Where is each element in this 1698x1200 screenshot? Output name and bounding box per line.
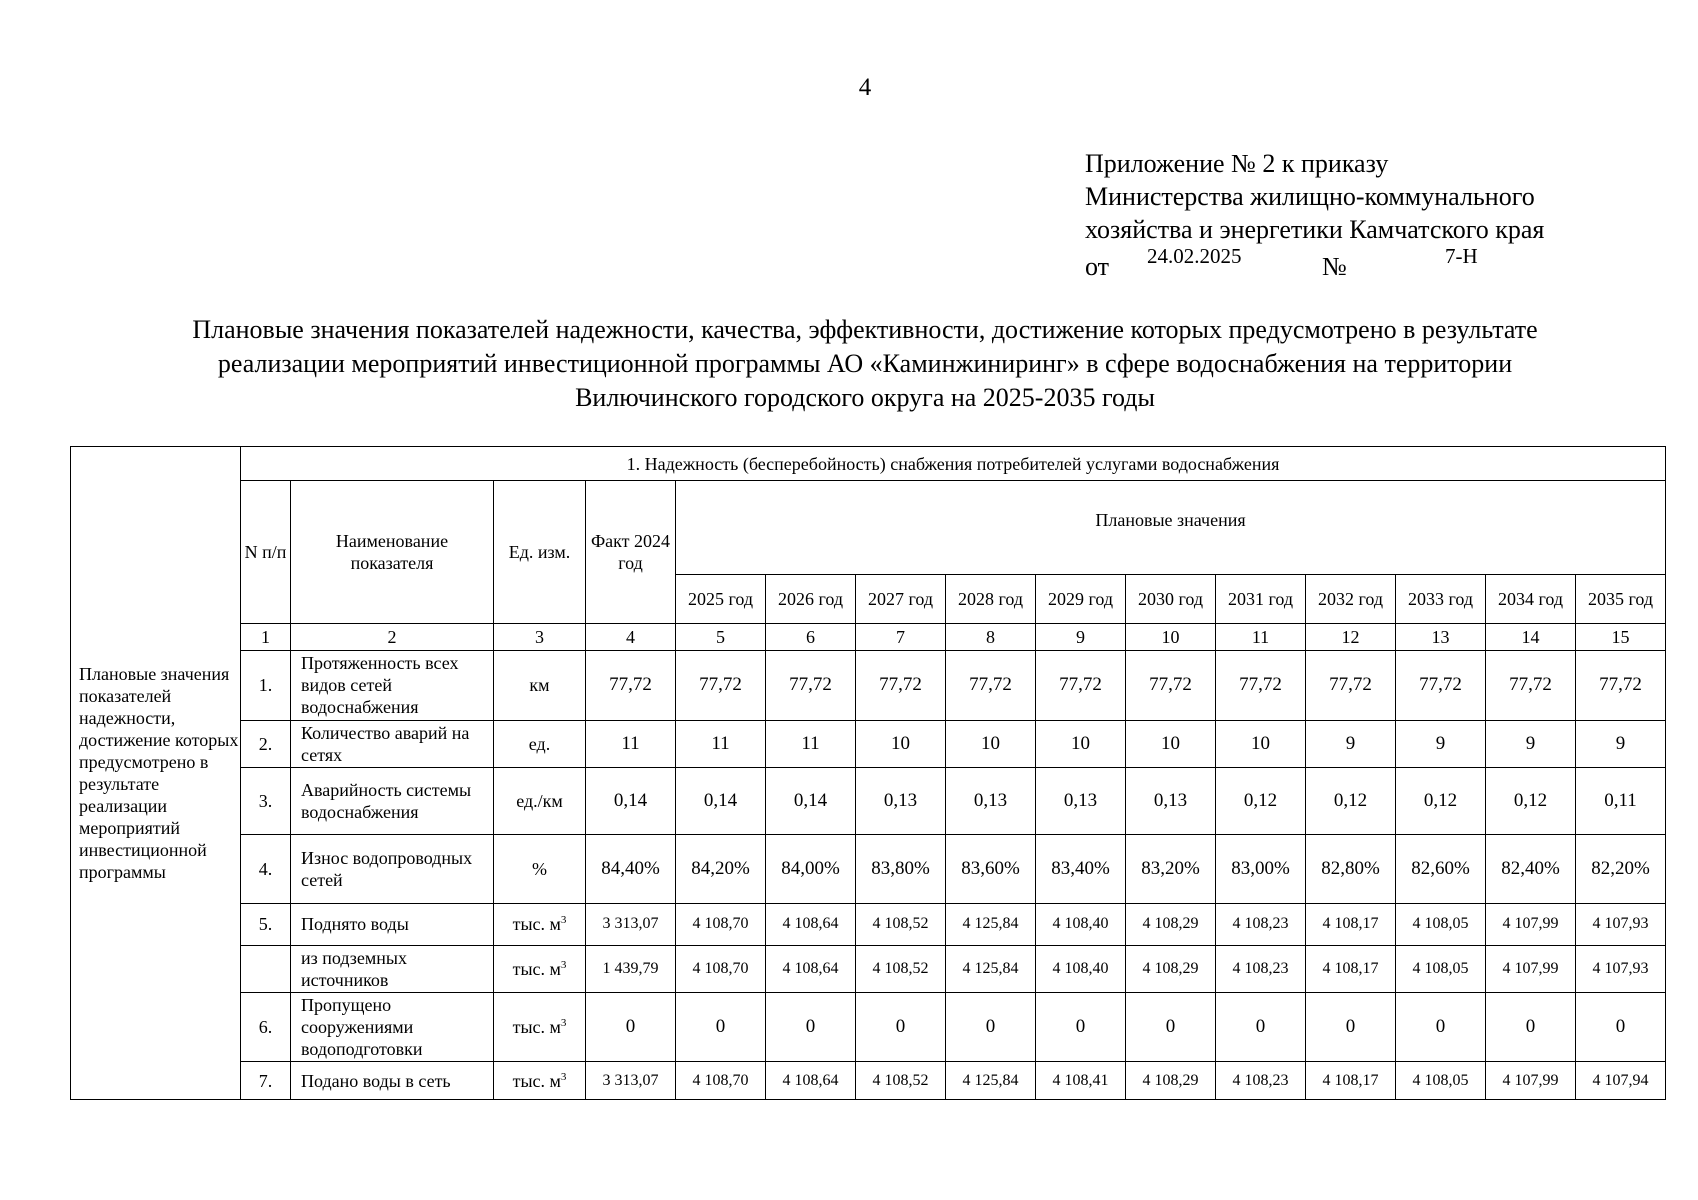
unit-text: тыс. м: [512, 1017, 561, 1038]
planned-value: 83,00%: [1216, 835, 1306, 904]
year-header: 2032 год: [1306, 575, 1396, 624]
fact-value: 3 313,07: [586, 904, 676, 946]
table-row: [71, 904, 1666, 946]
unit-text: тыс. м: [512, 914, 561, 935]
title-line-2: реализации мероприятий инвестиционной программы АО «Каминжиниринг» в сфере водоснабжения на территории: [217, 349, 1513, 378]
planned-value: 4 108,41: [1036, 1062, 1126, 1100]
planned-value: 4 108,29: [1126, 945, 1216, 992]
planned-value: 77,72: [1126, 651, 1216, 721]
unit-cell: [494, 992, 586, 1062]
planned-value: 4 107,99: [1486, 1062, 1576, 1100]
planned-value: 4 108,70: [676, 1062, 766, 1100]
planned-value: 4 108,64: [766, 945, 856, 992]
column-number: 14: [1486, 624, 1576, 651]
planned-value: 4 108,40: [1036, 945, 1126, 992]
planned-value: 0,13: [1126, 767, 1216, 835]
side-label: Плановые значения показателей надежности, достижение которых предусмотрено в результате реализации мероприятий инвестиционной программы: [71, 447, 241, 1100]
planned-value: 4 107,93: [1576, 945, 1666, 992]
planned-value: 0,14: [676, 767, 766, 835]
table-row: [71, 945, 1666, 992]
unit-text: ед.: [528, 733, 551, 754]
header-fact: Факт 2024 год: [586, 481, 676, 624]
row-number: 7.: [241, 1062, 291, 1100]
planned-value: 0,11: [1576, 767, 1666, 835]
order-number: 7-Н: [1445, 244, 1478, 268]
planned-value: 77,72: [766, 651, 856, 721]
row-number: 4.: [241, 835, 291, 904]
planned-value: 4 108,23: [1216, 1062, 1306, 1100]
unit-superscript: 3: [560, 958, 567, 971]
unit-cell: [494, 835, 586, 904]
planned-value: 4 108,52: [856, 904, 946, 946]
planned-value: 4 108,52: [856, 1062, 946, 1100]
column-number: 2: [291, 624, 494, 651]
column-number: 5: [676, 624, 766, 651]
fact-value: 77,72: [586, 651, 676, 721]
planned-value: 77,72: [1306, 651, 1396, 721]
planned-value: 0,12: [1306, 767, 1396, 835]
planned-value: 4 107,94: [1576, 1062, 1666, 1100]
planned-value: 10: [946, 720, 1036, 767]
unit-text: %: [532, 859, 547, 880]
planned-value: 4 108,05: [1396, 945, 1486, 992]
column-number: 13: [1396, 624, 1486, 651]
header-planned: Плановые значения: [676, 481, 1666, 575]
indicator-name: Подано воды в сеть: [291, 1062, 494, 1100]
year-header: 2025 год: [676, 575, 766, 624]
number-label: №: [1322, 252, 1347, 281]
planned-value: 0: [1486, 992, 1576, 1062]
column-number: 6: [766, 624, 856, 651]
order-date: 24.02.2025: [1147, 244, 1242, 268]
column-number: 8: [946, 624, 1036, 651]
planned-value: 10: [856, 720, 946, 767]
indicator-name: Пропущено сооружениями водоподготовки: [291, 992, 494, 1062]
planned-value: 4 108,64: [766, 904, 856, 946]
appendix-line-1: Приложение № 2 к приказу: [1085, 149, 1389, 178]
year-header: 2030 год: [1126, 575, 1216, 624]
title-line-3: Вилючинского городского округа на 2025-2035 годы: [575, 383, 1155, 412]
planned-value: 77,72: [856, 651, 946, 721]
planned-value: 4 108,70: [676, 945, 766, 992]
row-number: 2.: [241, 720, 291, 767]
planned-value: 4 107,99: [1486, 904, 1576, 946]
unit-cell: [494, 767, 586, 835]
planned-value: 82,80%: [1306, 835, 1396, 904]
planned-value: 4 108,52: [856, 945, 946, 992]
column-number: 4: [586, 624, 676, 651]
year-header: 2028 год: [946, 575, 1036, 624]
planned-value: 0: [1576, 992, 1666, 1062]
indicator-name: из подземных источников: [291, 945, 494, 992]
column-number: 12: [1306, 624, 1396, 651]
planned-value: 11: [766, 720, 856, 767]
planned-value: 9: [1576, 720, 1666, 767]
header-unit: Ед. изм.: [494, 481, 586, 624]
column-number: 9: [1036, 624, 1126, 651]
fact-value: 84,40%: [586, 835, 676, 904]
planned-value: 82,20%: [1576, 835, 1666, 904]
indicator-name: Поднято воды: [291, 904, 494, 946]
planned-value: 0,12: [1216, 767, 1306, 835]
row-number: 3.: [241, 767, 291, 835]
planned-value: 4 108,17: [1306, 945, 1396, 992]
unit-superscript: 3: [560, 914, 567, 927]
planned-value: 4 107,93: [1576, 904, 1666, 946]
planned-value: 84,00%: [766, 835, 856, 904]
planned-value: 4 125,84: [946, 904, 1036, 946]
appendix-line-3: хозяйства и энергетики Камчатского края: [1085, 215, 1545, 244]
column-number: 7: [856, 624, 946, 651]
year-header: 2031 год: [1216, 575, 1306, 624]
header-name: Наименование показателя: [291, 481, 494, 624]
indicator-name: Аварийность системы водоснабжения: [291, 767, 494, 835]
planned-value: 83,80%: [856, 835, 946, 904]
planned-value: 0: [1396, 992, 1486, 1062]
planned-value: 4 108,23: [1216, 945, 1306, 992]
year-header: 2035 год: [1576, 575, 1666, 624]
planned-value: 4 108,64: [766, 1062, 856, 1100]
planned-value: 4 108,23: [1216, 904, 1306, 946]
appendix-line-2: Министерства жилищно-коммунального: [1085, 182, 1535, 211]
planned-value: 0: [946, 992, 1036, 1062]
planned-value: 9: [1396, 720, 1486, 767]
planned-value: 0: [766, 992, 856, 1062]
planned-value: 4 108,40: [1036, 904, 1126, 946]
year-header: 2033 год: [1396, 575, 1486, 624]
planned-value: 4 108,17: [1306, 904, 1396, 946]
table-row: [71, 651, 1666, 721]
planned-value: 0: [1126, 992, 1216, 1062]
planned-value: 10: [1126, 720, 1216, 767]
planned-value: 4 108,05: [1396, 904, 1486, 946]
planned-value: 0: [1216, 992, 1306, 1062]
unit-superscript: 3: [560, 1017, 567, 1030]
planned-value: 4 125,84: [946, 1062, 1036, 1100]
planned-value: 77,72: [1486, 651, 1576, 721]
planned-value: 0: [856, 992, 946, 1062]
planned-value: 77,72: [1036, 651, 1126, 721]
unit-superscript: 3: [560, 1070, 567, 1083]
row-number: 6.: [241, 992, 291, 1062]
row-number: 1.: [241, 651, 291, 721]
year-header: 2034 год: [1486, 575, 1576, 624]
planned-value: 82,60%: [1396, 835, 1486, 904]
fact-value: 11: [586, 720, 676, 767]
planned-value: 4 108,05: [1396, 1062, 1486, 1100]
column-number: 15: [1576, 624, 1666, 651]
planned-value: 4 108,70: [676, 904, 766, 946]
planned-value: 9: [1306, 720, 1396, 767]
planned-value: 4 108,17: [1306, 1062, 1396, 1100]
column-number: 11: [1216, 624, 1306, 651]
unit-cell: [494, 651, 586, 721]
planned-value: 0,12: [1486, 767, 1576, 835]
planned-value: 83,40%: [1036, 835, 1126, 904]
planned-value: 0,12: [1396, 767, 1486, 835]
unit-text: км: [529, 675, 550, 696]
planned-value: 84,20%: [676, 835, 766, 904]
planned-value: 77,72: [1216, 651, 1306, 721]
planned-value: 0,13: [1036, 767, 1126, 835]
indicators-table: [70, 446, 1666, 1100]
planned-value: 0,13: [856, 767, 946, 835]
planned-value: 83,20%: [1126, 835, 1216, 904]
unit-text: ед./км: [516, 791, 563, 812]
unit-text: тыс. м: [512, 1070, 561, 1091]
page-number: 4: [858, 74, 872, 101]
appendix-header: [1085, 147, 1645, 279]
fact-value: 3 313,07: [586, 1062, 676, 1100]
planned-value: 10: [1036, 720, 1126, 767]
column-number: 1: [241, 624, 291, 651]
table-row: [71, 1062, 1666, 1100]
unit-cell: [494, 720, 586, 767]
planned-value: 0: [676, 992, 766, 1062]
table-row: [71, 720, 1666, 767]
table-row: [71, 992, 1666, 1062]
planned-value: 77,72: [1576, 651, 1666, 721]
planned-value: 4 108,29: [1126, 904, 1216, 946]
planned-value: 82,40%: [1486, 835, 1576, 904]
order-reference: [1085, 246, 1645, 279]
planned-value: 0: [1036, 992, 1126, 1062]
indicator-name: Износ водопроводных сетей: [291, 835, 494, 904]
planned-value: 11: [676, 720, 766, 767]
planned-value: 10: [1216, 720, 1306, 767]
indicator-name: Протяженность всех видов сетей водоснабжения: [291, 651, 494, 721]
planned-value: 4 125,84: [946, 945, 1036, 992]
planned-value: 4 108,29: [1126, 1062, 1216, 1100]
fact-value: 1 439,79: [586, 945, 676, 992]
planned-value: 77,72: [946, 651, 1036, 721]
row-number: 5.: [241, 904, 291, 946]
planned-value: 77,72: [1396, 651, 1486, 721]
fact-value: 0: [586, 992, 676, 1062]
from-label: от: [1085, 252, 1110, 281]
planned-value: 0,14: [766, 767, 856, 835]
planned-value: 0: [1306, 992, 1396, 1062]
year-header: 2029 год: [1036, 575, 1126, 624]
unit-text: тыс. м: [512, 958, 561, 979]
planned-value: 4 107,99: [1486, 945, 1576, 992]
planned-value: 9: [1486, 720, 1576, 767]
unit-cell: [494, 1062, 586, 1100]
year-header: 2026 год: [766, 575, 856, 624]
planned-value: 77,72: [676, 651, 766, 721]
table-row: [71, 767, 1666, 835]
row-number: [241, 945, 291, 992]
column-number: 10: [1126, 624, 1216, 651]
fact-value: 0,14: [586, 767, 676, 835]
indicator-name: Количество аварий на сетях: [291, 720, 494, 767]
header-num: N п/п: [241, 481, 291, 624]
column-numbers-row: [71, 624, 1666, 651]
title-line-1: Плановые значения показателей надежности, качества, эффективности, достижение которых предусмотрено в результате: [192, 315, 1538, 344]
planned-value: 0,13: [946, 767, 1036, 835]
year-header: 2027 год: [856, 575, 946, 624]
document-title: [100, 313, 1630, 415]
unit-cell: [494, 945, 586, 992]
unit-cell: [494, 904, 586, 946]
section-title: 1. Надежность (бесперебойность) снабжения потребителей услугами водоснабжения: [241, 447, 1666, 481]
column-number: 3: [494, 624, 586, 651]
table-row: [71, 835, 1666, 904]
planned-value: 83,60%: [946, 835, 1036, 904]
